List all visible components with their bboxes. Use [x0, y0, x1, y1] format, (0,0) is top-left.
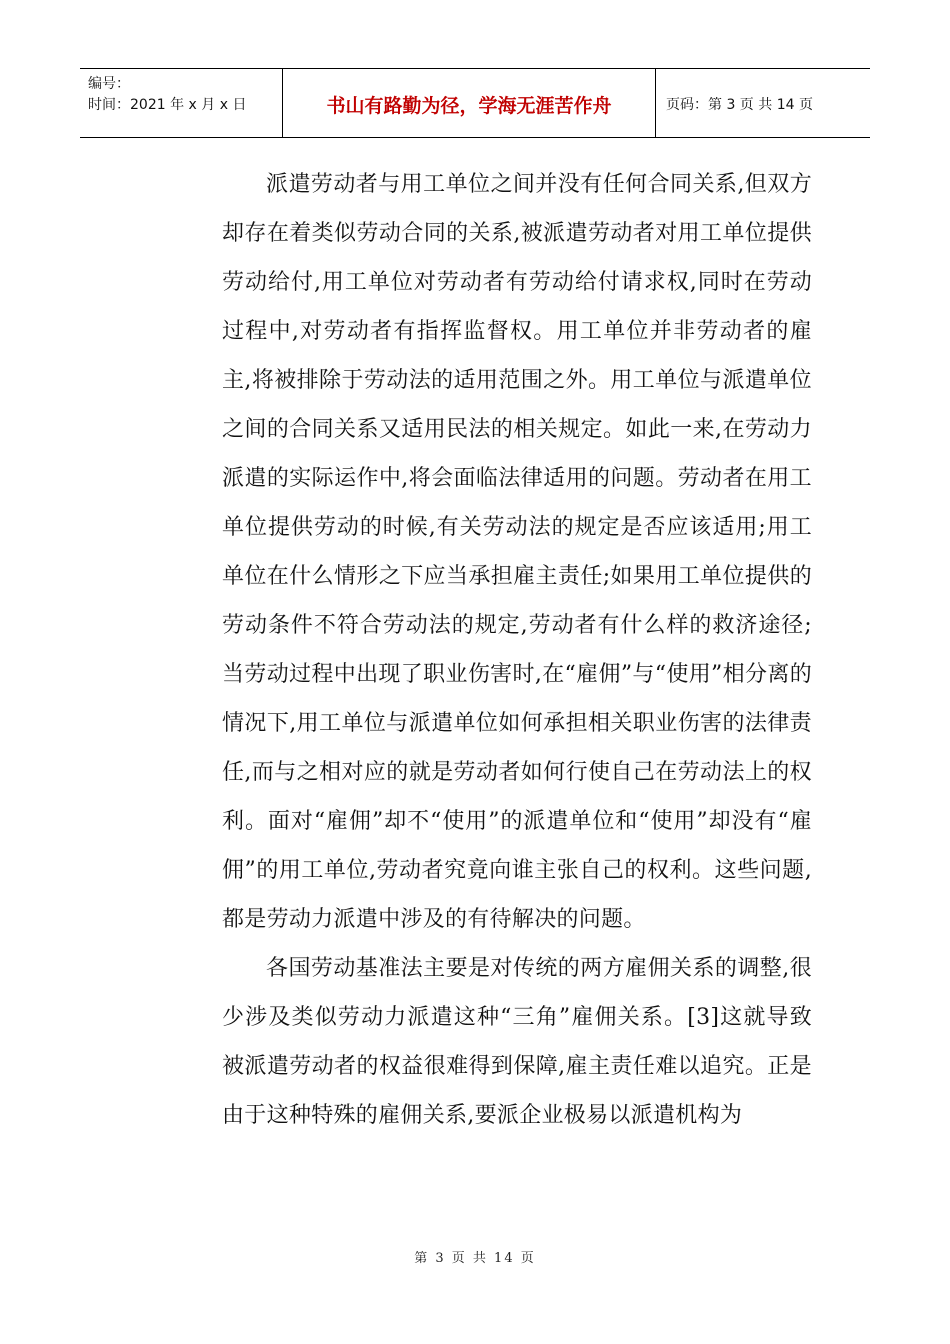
page-footer: 第 3 页 共 14 页: [414, 1251, 536, 1266]
document-time-label: 时间：2021 年 x 月 x 日: [88, 97, 247, 113]
header-motto: 书山有路勤为径，学海无涯苦作舟: [326, 95, 612, 117]
header-right-cell: [656, 69, 870, 137]
header-page-number: 页码：第 3 页 共 14 页: [666, 97, 813, 113]
document-number-label: 编号：: [88, 76, 130, 92]
header-middle-cell: [283, 69, 656, 137]
header-left-cell: [80, 69, 283, 137]
body-paragraph-2: 各国劳动基准法主要是对传统的两方雇佣关系的调整,很少涉及类似劳动力派遣这种“三角”雇佣关系。[3]这就导致被派遣劳动者的权益很难得到保障,雇主责任难以追究。正是由于这种特殊的雇佣关系,要派企业极易以派遣机构为: [222, 956, 812, 1128]
page-header: [80, 68, 870, 138]
body-paragraph-1: 派遣劳动者与用工单位之间并没有任何合同关系,但双方却存在着类似劳动合同的关系,被派遣劳动者对用工单位提供劳动给付,用工单位对劳动者有劳动给付请求权,同时在劳动过程中,对劳动者有指挥监督权。用工单位并非劳动者的雇主,将被排除于劳动法的适用范围之外。用工单位与派遣单位之间的合同关系又适用民法的相关规定。如此一来,在劳动力派遣的实际运作中,将会面临法律适用的问题。劳动者在用工单位提供劳动的时候,有关劳动法的规定是否应该适用;用工单位在什么情形之下应当承担雇主责任;如果用工单位提供的劳动条件不符合劳动法的规定,劳动者有什么样的救济途径;当劳动过程中出现了职业伤害时,在“雇佣”与“使用”相分离的情况下,用工单位与派遣单位如何承担相关职业伤害的法律责任,而与之相对应的就是劳动者如何行使自己在劳动法上的权利。面对“雇佣”却不“使用”的派遣单位和“使用”却没有“雇佣”的用工单位,劳动者究竟向谁主张自己的权利。这些问题,都是劳动力派遣中涉及的有待解决的问题。: [222, 172, 812, 932]
document-body: [222, 160, 812, 1140]
